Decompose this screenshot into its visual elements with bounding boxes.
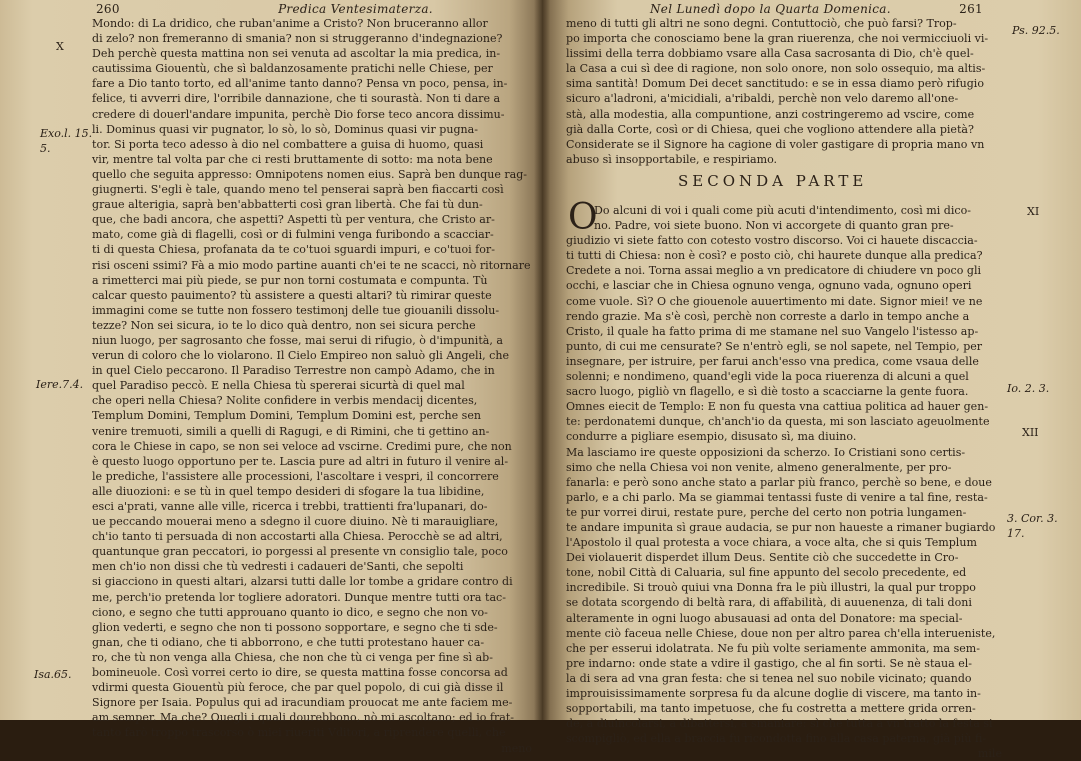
- text-line: venire tremuoti, simili a quelli di Ragugi, e di Rimini, che ti gettino an-: [92, 424, 490, 438]
- margin-note-exodus: Exo.l. 15.: [40, 127, 93, 140]
- text-line: pre indarno: onde state a vdire il gastigo, che al fin sorti. Se nè staua el-: [566, 656, 973, 670]
- text-line: Omnes eiecit de Templo: E non fu questa vna cattiua politica ad hauer gen-: [566, 400, 989, 414]
- text-line: la Casa a cui sì dee di ragione, non solo onore, non solo ossequio, ma altis-: [566, 62, 986, 76]
- text-line: sopportabili, ma tanto impetuose, che fu costretta a mettere grida orren-: [566, 702, 976, 716]
- text-line: me, perch'io pretenda lor togliere adoratori. Dunque mentre tutti ora tac-: [92, 590, 506, 604]
- text-line: de, a diuincolarsi, a dibattersi, a smaniare: sì che tutta a vn tratto la festa si: [566, 717, 993, 731]
- text-line: immagini come se tutte non fossero testimonj delle tue giouanili dissolu-: [92, 303, 500, 317]
- text-line: come vuole. Sì? O che giouenole auuertimento mi date. Signor miei! ve ne: [566, 294, 983, 308]
- text-line: tanto farò troppo trascorso ò miei riueriti Vditori, a riprendere quelli, che: [92, 726, 506, 740]
- text-line: credere di douerl'andare impunita, perchè Dio forse teco ancora dissimu-: [92, 107, 505, 121]
- text-line: ch'io tanto ti persuada di non accostarti alla Chiesa. Perocchè se ad altri,: [92, 530, 503, 544]
- text-line: ti di questa Chiesa, profanata da te co'tuoi sguardi impuri, e co'tuoi for-: [92, 243, 495, 257]
- text-line: cautissima Giouentù, che sì baldanzosamente pratichi nelle Chiese, per: [92, 62, 493, 76]
- text-line: giugnerti. S'egli è tale, quando meno tel penserai saprà ben fiaccarti così: [92, 183, 504, 197]
- text-line: niun luogo, per sagrosanto che fosse, mai serui di rifugio, ò d'impunità, a: [92, 333, 503, 347]
- right-running-title: Nel Lunedì dopo la Quarta Domenica.: [650, 2, 891, 16]
- text-line: gnan, che ti odiano, che ti abborrono, e che tutti protestano hauer ca-: [92, 635, 485, 649]
- right-text-column-bottom: [566, 203, 1002, 761]
- text-line: le prediche, l'assistere alle processioni, l'ascoltare i vespri, il concorrere: [92, 469, 499, 483]
- text-line: Do alcuni di voi i quali come più acuti d'intendimento, così mi dico-: [594, 204, 971, 217]
- text-line: Signore per Isaia. Populus qui ad iracundiam prouocat me ante faciem me-: [92, 696, 513, 710]
- text-line: Considerate se il Signore ha cagione di voler gastigare di propria mano vn: [566, 137, 985, 151]
- text-line: scompigliò, ed ella a braccia fu ricondotta fino alla casa paterna, già più fi-: [566, 732, 987, 746]
- text-line: mile: [977, 747, 1002, 761]
- margin-note-xii: XII: [1022, 426, 1039, 439]
- text-line: insegnare, per istruire, per farui anch'esso vna predica, come vsaua delle: [566, 354, 979, 368]
- margin-note-xi: XI: [1027, 205, 1040, 218]
- text-line: a rimetterci mai più piede, se pur non torni costumata e compunta. Tù: [92, 273, 488, 287]
- text-line: Credete a noi. Torna assai meglio a vn predicatore di chiudere vn poco gli: [566, 264, 982, 278]
- text-line: tor. Si porta teco adesso à dio nel combattere a guisa di huomo, quasi: [92, 137, 484, 151]
- text-line: improuisissimamente sorpresa fu da alcune doglie di viscere, ma tanto in-: [566, 687, 981, 700]
- right-text-column-top: [566, 16, 1002, 167]
- text-line: esci a'prati, vanne alle ville, ricerca i trebbi, trattienti fra'lupanari, do-: [92, 500, 488, 513]
- text-line: lissimi della terra dobbiamo vsare alla Casa sacrosanta di Dio, ch'è quel-: [566, 47, 974, 61]
- text-line: condurre a pigliare esempio, disusato sì, ma diuino.: [566, 430, 857, 444]
- text-line: ciono, e segno che tutti approuano quanto io dico, e segno che non vo-: [92, 605, 488, 619]
- text-line: fanarla: e però sono anche stato a parlar più franco, perchè so bene, e doue: [566, 475, 992, 489]
- text-line: ro, che tù non venga alla Chiesa, che non che tù ci venga per fine sì ab-: [92, 650, 493, 664]
- text-line: quantunque gran peccatori, io porgessi al presente vn consiglio tale, poco: [92, 545, 508, 559]
- text-line: meno di tutti gli altri ne sono degni. Contuttociò, che può farsi? Trop-: [566, 17, 957, 30]
- text-line: Templum Domini, Templum Domini, Templum Domini est, perche sen: [92, 409, 481, 423]
- left-text-column: [92, 16, 532, 756]
- text-line: Dei violauerit disperdet illum Deus. Sentite ciò che succedette in Cro-: [566, 551, 959, 565]
- text-line: graue alterigia, saprà ben'abbatterti così gran libertà. Che fai tù dun-: [92, 198, 483, 212]
- text-line: sacro luogo, pigliò vn flagello, e sì diè tosto a scacciarne la gente fuora.: [566, 385, 969, 399]
- text-line: que, che badi ancora, che aspetti? Aspetti tù per ventura, che Cristo ar-: [92, 213, 495, 227]
- text-line: occhi, e lasciar che in Chiesa ognuno venga, ognuno vada, ognuno operi: [566, 279, 972, 293]
- text-line: felice, ti avverri dire, l'orribile dannazione, che ti sourastà. Non ti dare a: [92, 92, 501, 106]
- text-line: am semper. Ma che? Quegli i quali dourebbono, nò mi ascoltano; ed io frat-: [92, 711, 515, 725]
- text-line: men ch'io non dissi che tù vedresti i cadaueri de'Santi, che sepolti: [92, 560, 464, 574]
- text-line: è questo luogo opportuno per te. Lascia pure ad altri in futuro il venire al-: [92, 454, 509, 468]
- text-line: in quel Cielo peccarono. Il Paradiso Terrestre non campò Adamo, che in: [92, 364, 495, 378]
- text-line: abuso sì insopportabile, e respiriamo.: [566, 152, 778, 166]
- section-heading: SECONDA PARTE: [678, 172, 868, 190]
- left-page: [0, 0, 542, 755]
- text-line: ue peccando mouerai meno a sdegno il cuore diuino. Nè ti marauigliare,: [92, 515, 499, 529]
- text-line: li. Dominus quasi vir pugnator, lo sò, lo sò, Dominus quasi vir pugna-: [92, 122, 478, 136]
- text-line: fare a Dio tanto torto, ed all'anime tanto danno? Pensa vn poco, pensa, in-: [92, 77, 508, 91]
- text-line: meno: [501, 741, 532, 755]
- margin-note-corinthians: 3. Cor. 3.: [1007, 512, 1058, 525]
- text-line: vdirmi questa Giouentù più feroce, che par quel popolo, di cui già disse il: [92, 681, 504, 695]
- text-line: la di sera ad vna gran festa: che si tenea nel suo nobile vicinato; quando: [566, 671, 972, 685]
- text-line: alteramente in ogni luogo abusauasi ad onta del Donatore: ma special-: [566, 611, 963, 625]
- text-line: ti tutti di Chiesa: non è così? e posto ciò, chi haurete dunque alla predica?: [566, 249, 983, 263]
- text-line: che per esserui idolatrata. Ne fu più volte seriamente ammonita, ma sem-: [566, 641, 980, 655]
- text-line: glion vederti, e segno che non ti possono sopportare, e segno che ti sde-: [92, 620, 498, 634]
- text-line: te pur vorrei dirui, restate pure, perche del certo non potria lungamen-: [566, 505, 967, 519]
- text-line: te andare impunita sì graue audacia, se pur non haueste a rimaner bugiardo: [566, 520, 996, 534]
- left-running-head: [96, 2, 433, 16]
- text-line: verun di coloro che lo violarono. Il Cielo Empireo non saluò gli Angeli, che: [92, 349, 509, 363]
- text-line: quello che seguita appresso: Omnipotens nomen eius. Saprà ben dunque rag-: [92, 167, 528, 181]
- left-running-title: Predica Ventesimaterza.: [278, 2, 433, 16]
- text-line: tone, nobil Città di Caluaria, sul fine appunto del secolo precedente, ed: [566, 566, 967, 580]
- drop-cap: O: [568, 197, 598, 238]
- margin-note-x: X: [56, 40, 64, 53]
- margin-note-exodus-verse: 5.: [40, 142, 51, 155]
- text-line: incredibile. Si trouò quiui vna Donna fra le più illustri, la qual pur troppo: [566, 581, 976, 595]
- text-line: Deh perchè questa mattina non sei venuta ad ascoltar la mia predica, in-: [92, 47, 501, 61]
- text-line: po importa che conosciamo bene la gran riuerenza, che noi vermicciuoli vi-: [566, 32, 989, 46]
- text-line: tezze? Non sei sicura, io te lo dico quà dentro, non sei sicura perche: [92, 318, 476, 332]
- text-line: Ma lasciamo ire queste opposizioni da scherzo. Io Cristiani sono certis-: [566, 445, 966, 459]
- left-page-number: 260: [96, 2, 120, 16]
- text-line: già dalla Corte, così or di Chiesa, quei che vogliono attendere alla pietà?: [566, 122, 974, 136]
- text-line: bomineuole. Così vorrei certo io dire, se questa mattina fosse concorsa ad: [92, 666, 508, 680]
- text-line: mente ciò faceua nelle Chiese, doue non per altro parea ch'ella interueniste,: [566, 626, 996, 640]
- margin-note-john: Io. 2. 3.: [1007, 382, 1050, 395]
- text-line: solenni; e nondimeno, quand'egli vide la poca riuerenza di alcuni a quel: [566, 370, 969, 384]
- text-line: vir, mentre tal volta par che ci resti bruttamente di sotto: ma nota bene: [92, 152, 493, 166]
- margin-note-jeremiah: Iere.7.4.: [36, 378, 84, 391]
- right-running-head: [650, 2, 983, 16]
- text-line: sicuro a'ladroni, a'micidiali, a'ribaldi, perchè non velo daremo all'one-: [566, 92, 959, 106]
- text-line: l'Apostolo il qual protesta a voce chiara, a voce alta, che si quis Templum: [566, 536, 977, 550]
- text-line: alle diuozioni: e se tù in quel tempo desideri di sfogare la tua libidine,: [92, 484, 485, 498]
- text-line: sima santità! Domum Dei decet sanctitudo: e se in essa diamo però rifugio: [566, 77, 984, 91]
- book-gutter: [534, 0, 550, 720]
- text-line: Mondo: di La dridico, che ruban'anime a Cristo? Non bruceranno allor: [92, 17, 488, 30]
- right-page: [542, 0, 1081, 761]
- text-line: giudizio vi siete fatto con cotesto vostro discorso. Voi ci hauete discaccia-: [566, 234, 978, 248]
- text-line: calcar questo pauimento? tù assistere a questi altari? tù rimirar queste: [92, 288, 492, 302]
- text-line: che operi nella Chiesa? Nolite confidere in verbis mendacij dicentes,: [92, 394, 478, 408]
- margin-note-psalm: Ps. 92.5.: [1012, 24, 1060, 37]
- text-line: rendo grazie. Ma s'è così, perchè non correste a darlo in tempo anche a: [566, 309, 970, 323]
- text-line: parlo, e a chi parlo. Ma se giammai tentassi fuste di venire a tal fine, resta-: [566, 490, 988, 504]
- text-line: stà, alla modestia, alla compuntione, anzi costringeremo ad vscire, come: [566, 107, 975, 121]
- margin-note-isaiah: Isa.65.: [34, 668, 72, 681]
- text-line: Cristo, il quale ha fatto prima di me stamane nel suo Vangelo l'istesso ap-: [566, 324, 979, 338]
- text-line: punto, di cui me censurate? Se n'entrò egli, se nol sapete, nel Tempio, per: [566, 339, 983, 353]
- right-page-number: 261: [959, 2, 983, 16]
- text-line: simo che nella Chiesa voi non venite, almeno generalmente, per pro-: [566, 460, 952, 474]
- text-line: quel Paradiso peccò. E nella Chiesa tù spererai sicurtà di quel mal: [92, 379, 465, 393]
- text-line: si giacciono in questi altari, alzarsi tutti dalle lor tombe a gridare contro di: [92, 575, 513, 589]
- text-line: no. Padre, voi siete buono. Non vi accorgete di quanto gran pre-: [594, 219, 954, 233]
- text-line: mato, come già di flagelli, così or di fulmini venga furibondo a scacciar-: [92, 228, 494, 242]
- text-line: risi osceni ssimi? Fà a mio modo partine auanti ch'ei te ne scacci, nò ritornare: [92, 258, 531, 272]
- text-line: cora le Chiese in capo, se non sei veloce ad vscirne. Credimi pure, che non: [92, 439, 512, 453]
- text-line: se dotata scorgendo di beltà rara, di affabilità, di auuenenza, di tali doni: [566, 596, 972, 610]
- text-line: di zelo? non fremeranno di smania? non si struggeranno d'indegnazione?: [92, 32, 503, 46]
- text-line: te: perdonatemi dunque, ch'anch'io da questa, mi son lasciato ageuolmente: [566, 415, 990, 429]
- margin-note-corinthians-verse: 17.: [1007, 527, 1025, 540]
